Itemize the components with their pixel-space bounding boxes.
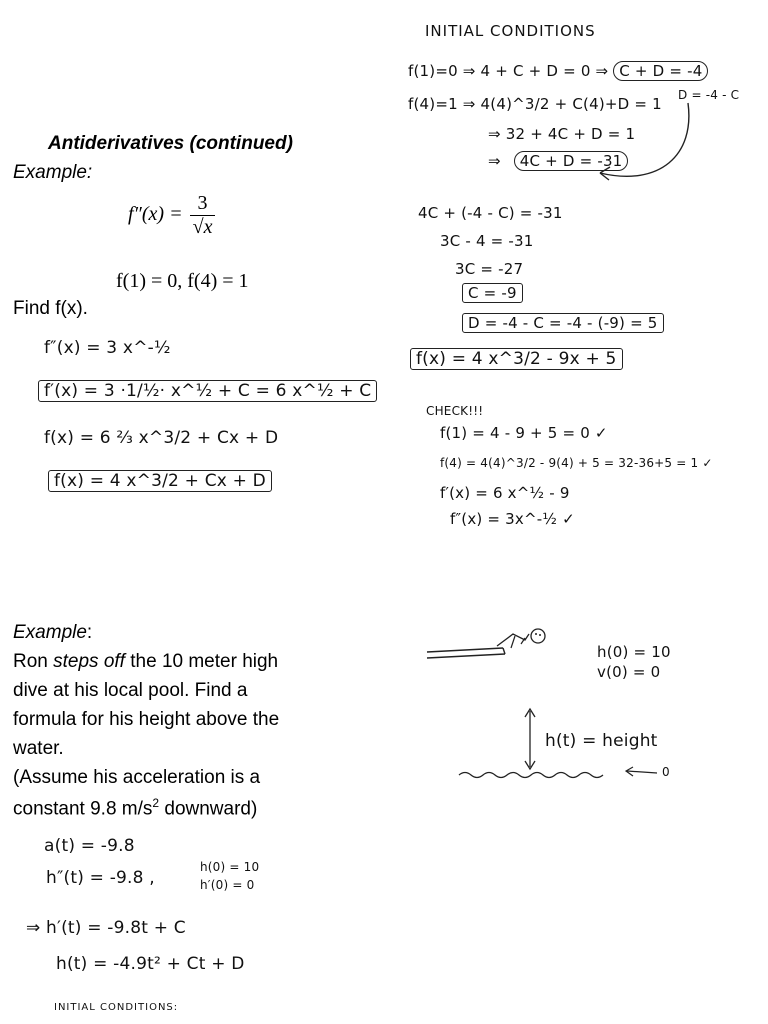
check-f1: f(1) = 4 - 9 + 5 = 0 ✓ (440, 424, 608, 442)
problem-line-6-a: constant 9.8 m/s (13, 798, 153, 820)
bottom-condition-height: h(0) = 10 (597, 643, 671, 661)
problem-line-4: water. (13, 738, 64, 759)
example-label-2 (13, 622, 92, 644)
equation-numerator: 3 (190, 192, 216, 216)
equation-fraction (190, 192, 216, 239)
work-acceleration: a(t) = -9.8 (44, 836, 135, 856)
equation-lhs: f″(x) = (128, 203, 183, 226)
given-conditions: f(1) = 0, f(4) = 1 (116, 270, 249, 292)
final-function: f(x) = 4 x^3/2 - 9x + 5 (410, 348, 623, 370)
diving-board-sketch (425, 620, 555, 670)
work-h-general: h(t) = -4.9t² + Ct + D (56, 954, 245, 974)
ic-line-4-boxed: 4C + D = -31 (514, 151, 629, 171)
work-function-step: f(x) = 6 ⅔ x^3/2 + Cx + D (44, 428, 279, 448)
problem-line-6 (13, 796, 257, 820)
check-first-derivative: f′(x) = 6 x^½ - 9 (440, 484, 570, 502)
problem-line-6-b: downward) (159, 798, 258, 820)
equation-second-derivative (128, 192, 217, 239)
work-initial-conditions-label: INITIAL CONDITIONS: (54, 1002, 179, 1013)
substitution-arrow (580, 95, 700, 195)
check-label: CHECK!!! (426, 404, 484, 418)
work-second-derivative: f″(x) = 3 x^-½ (44, 338, 171, 358)
problem-line-2: dive at his local pool. Find a (13, 680, 248, 701)
problem-line-6-sup: 2 (152, 796, 160, 810)
ic-line-3: ⇒ 32 + 4C + D = 1 (488, 125, 636, 143)
solve-d-value: D = -4 - C = -4 - (-9) = 5 (462, 313, 664, 333)
find-instruction: Find f(x). (13, 298, 88, 319)
ic-d-substitution: D = -4 - C (678, 88, 740, 102)
problem-line-1-a: Ron (13, 651, 54, 672)
work-function-general: f(x) = 4 x^3/2 + Cx + D (48, 470, 272, 492)
problem-line-1-emphasis: steps off (53, 651, 125, 672)
section-heading: Antiderivatives (continued) (48, 133, 293, 154)
work-first-derivative: f′(x) = 3 ·1/½· x^½ + C = 6 x^½ + C (38, 380, 377, 402)
equation-denominator: √x (192, 216, 213, 238)
problem-line-3: formula for his height above the (13, 709, 280, 730)
check-f4: f(4) = 4(4)^3/2 - 9(4) + 5 = 32-36+5 = 1 ✓ (440, 456, 713, 470)
solve-step-3: 3C = -27 (455, 260, 524, 278)
problem-line-1 (13, 651, 278, 673)
work-h-first: ⇒ h′(t) = -9.8t + C (26, 918, 186, 938)
initial-conditions-heading: INITIAL CONDITIONS (425, 22, 596, 40)
problem-line-5: (Assume his acceleration is a (13, 767, 261, 788)
example-label-2-colon: : (86, 622, 93, 643)
solve-step-2: 3C - 4 = -31 (440, 232, 534, 250)
problem-line-1-b: the 10 meter high (124, 651, 279, 672)
example-label-1: Example: (13, 162, 93, 183)
ic-line-2: f(4)=1 ⇒ 4(4)^3/2 + C(4)+D = 1 (408, 95, 662, 113)
work-h-second: h″(t) = -9.8 , (46, 868, 155, 888)
bottom-condition-velocity: v(0) = 0 (597, 663, 661, 681)
ic-line-1 (408, 62, 708, 80)
work-h-condition-1: h(0) = 10 (200, 860, 260, 874)
solve-c-value: C = -9 (462, 283, 523, 303)
solve-step-1: 4C + (-4 - C) = -31 (418, 204, 563, 222)
example-label-2-text: Example (13, 622, 87, 643)
ic-line-1-left: f(1)=0 ⇒ 4 + C + D = 0 ⇒ (408, 62, 609, 80)
work-h-condition-2: h′(0) = 0 (200, 878, 255, 892)
ic-line-4-arrow: ⇒ (488, 152, 501, 170)
check-second-derivative: f″(x) = 3x^-½ ✓ (450, 510, 575, 528)
water-level-zero: 0 (662, 765, 670, 779)
height-definition: h(t) = height (545, 731, 658, 751)
ic-line-1-boxed: C + D = -4 (613, 61, 708, 81)
